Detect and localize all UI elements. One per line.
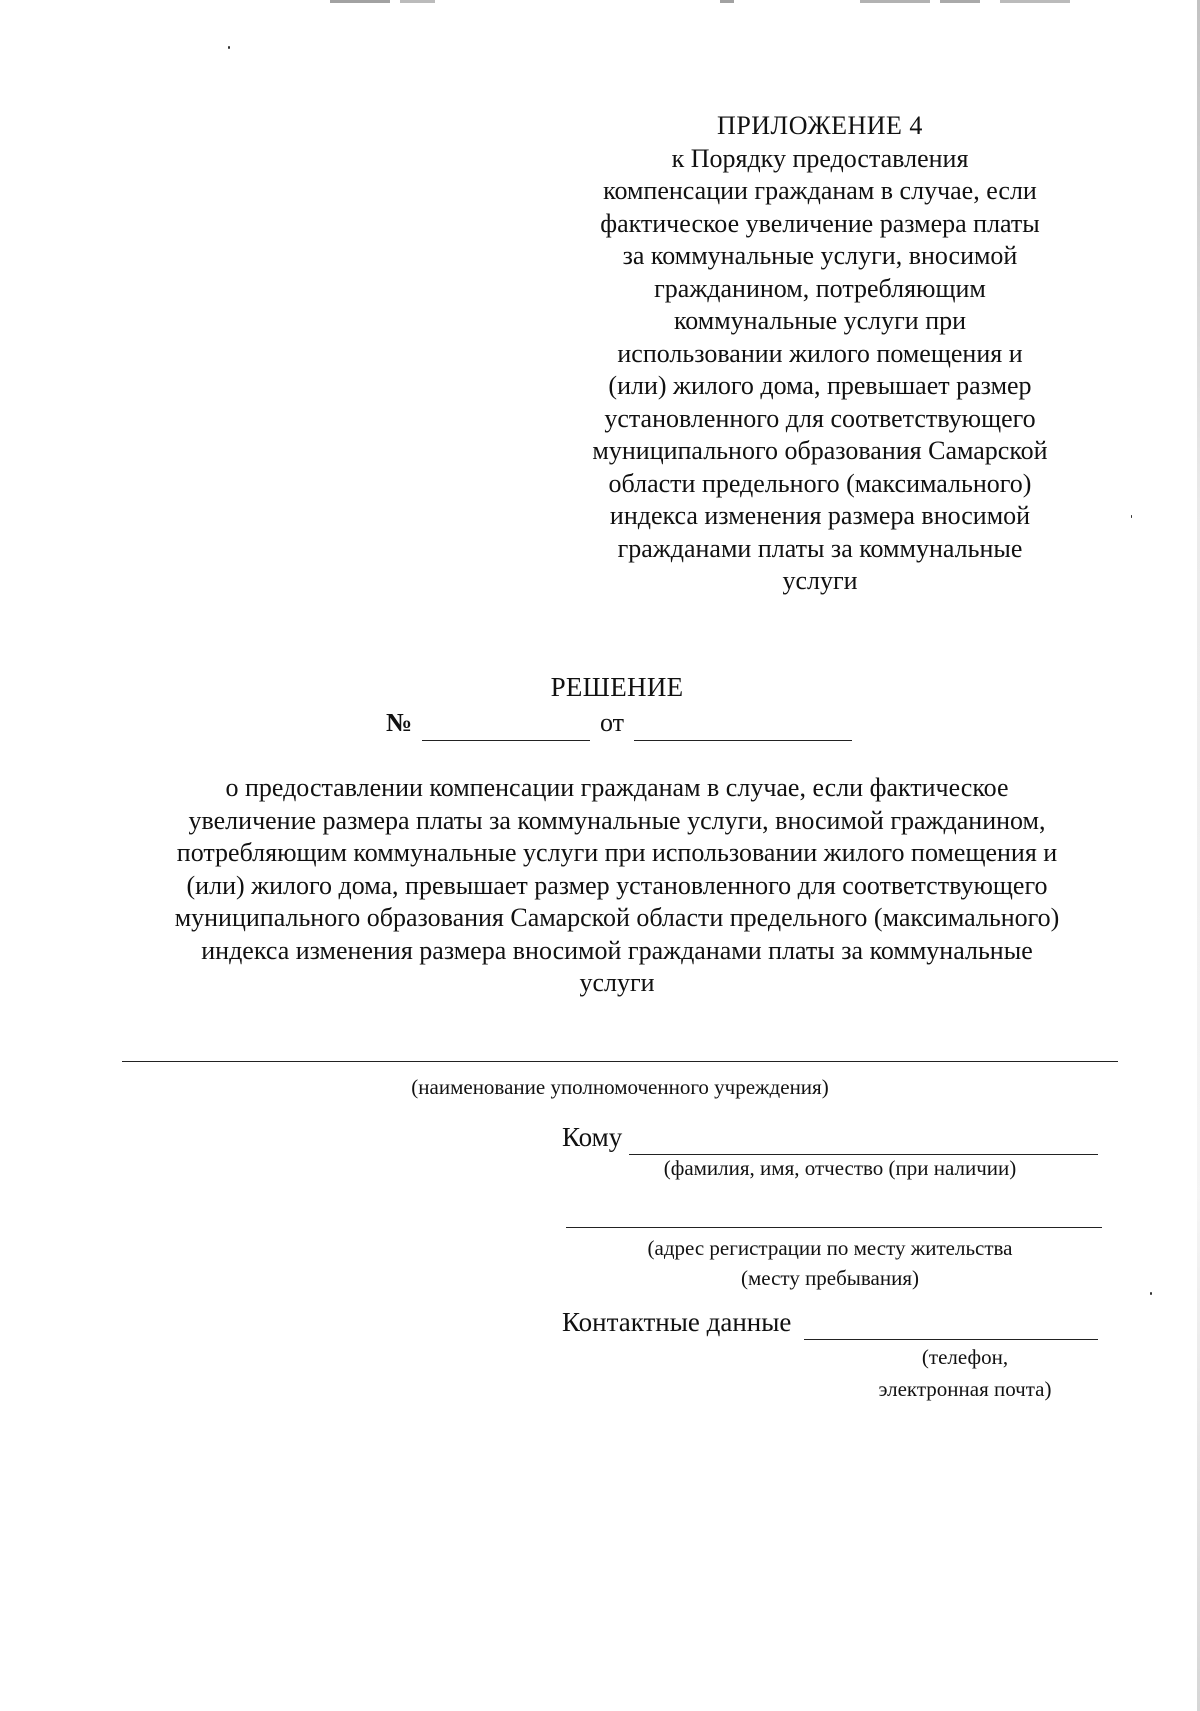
appendix-line: коммунальные услуги при (673, 306, 967, 335)
address-caption-line: (адрес регистрации по месту жительства (647, 1236, 1013, 1260)
decision-number-row (386, 708, 866, 744)
appendix-line: за коммунальные услуги, вносимой (622, 241, 1018, 270)
recipient-caption: (фамилия, имя, отчество (при наличии) (663, 1156, 1017, 1180)
appendix-line: установленного для соответствующего (604, 403, 1036, 433)
contact-field[interactable] (804, 1339, 1098, 1340)
appendix-line: индекса изменения размера вносимой (609, 501, 1031, 530)
address-field[interactable] (566, 1227, 1102, 1228)
contact-caption-line: электронная почта) (878, 1377, 1052, 1401)
decision-subject (110, 772, 1124, 1000)
address-caption (580, 1233, 1080, 1293)
appendix-line: услуги (782, 566, 858, 595)
appendix-line: гражданином, потребляющим (654, 273, 986, 303)
subject-line: о предоставлении компенсации гражданам в случае, если фактическое (225, 773, 1009, 802)
scan-speck (228, 46, 230, 49)
scan-speck (1150, 1292, 1152, 1295)
contact-label: Контактные данные (562, 1307, 792, 1337)
contact-caption-line: (телефон, (921, 1345, 1009, 1369)
decision-title: РЕШЕНИЕ (550, 672, 684, 702)
institution-name-field[interactable] (122, 1061, 1118, 1062)
subject-line: потребляющим коммунальные услуги при использовании жилого помещения и (176, 838, 1058, 867)
date-label: от (600, 708, 625, 737)
decision-number-field[interactable] (422, 740, 590, 741)
appendix-line: муниципального образования Самарской (592, 436, 1048, 465)
recipient-label: Кому (562, 1122, 623, 1152)
appendix-line: фактическое увеличение размера платы (600, 208, 1040, 238)
institution-caption: (наименование уполномоченного учреждения) (411, 1075, 829, 1099)
contact-row (562, 1307, 1102, 1343)
number-label: № (386, 708, 413, 737)
scan-speck (1131, 515, 1132, 518)
subject-line: индекса изменения размера вносимой гражданами платы за коммунальные (201, 935, 1033, 965)
appendix-line: гражданами платы за коммунальные (617, 533, 1023, 563)
appendix-line: использовании жилого помещения и (617, 338, 1023, 368)
contact-caption (840, 1341, 1090, 1405)
subject-line: услуги (579, 968, 655, 997)
recipient-row (562, 1122, 1102, 1158)
decision-date-field[interactable] (634, 740, 852, 741)
appendix-line: к Порядку предоставления (671, 143, 969, 173)
recipient-name-field[interactable] (629, 1154, 1098, 1155)
subject-line: муниципального образования Самарской области предельного (максимального) (174, 903, 1060, 932)
appendix-header (560, 110, 1080, 598)
appendix-title: ПРИЛОЖЕНИЕ 4 (717, 111, 923, 140)
appendix-line: (или) жилого дома, превышает размер (608, 371, 1032, 400)
appendix-line: компенсации гражданам в случае, если (603, 176, 1037, 205)
subject-line: увеличение размера платы за коммунальные услуги, вносимой гражданином, (188, 805, 1046, 835)
subject-line: (или) жилого дома, превышает размер установленного для соответствующего (186, 870, 1048, 900)
address-caption-line: (месту пребывания) (740, 1266, 920, 1290)
scan-artifact-top (0, 0, 1200, 8)
appendix-line: области предельного (максимального) (608, 468, 1032, 498)
